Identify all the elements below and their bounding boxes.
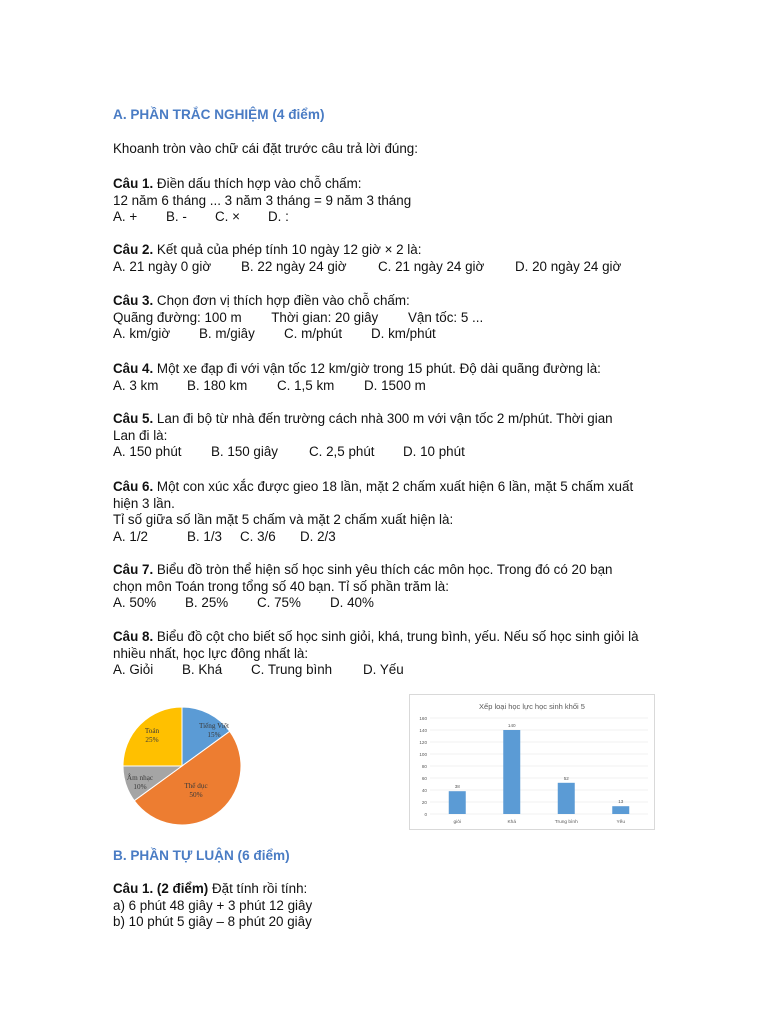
grade-bar-chart xyxy=(409,694,655,830)
answer-option[interactable]: C. 1,5 km xyxy=(277,377,335,393)
y-tick-label: 40 xyxy=(421,788,427,793)
y-tick-label: 100 xyxy=(419,752,427,757)
section-a-title: A. PHẦN TRẮC NGHIỆM (4 điểm) xyxy=(113,107,325,122)
y-tick-label: 20 xyxy=(421,800,427,805)
answer-option[interactable]: D. 40% xyxy=(330,595,374,611)
answer-option[interactable]: D. 1500 m xyxy=(364,377,426,393)
question-text: chọn môn Toán trong tổng số 40 bạn. Tỉ số phần trăm là: xyxy=(113,578,449,594)
question-text: Kết quả của phép tính 10 ngày 12 giờ × 2 là: xyxy=(156,242,422,257)
y-tick-label: 60 xyxy=(421,776,427,781)
question-text: Tỉ số giữa số lần mặt 5 chấm và mặt 2 chấm xuất hiện là: xyxy=(113,512,454,528)
y-tick-label: 80 xyxy=(421,764,427,769)
question-text: Một con xúc xắc được gieo 18 lần, mặt 2 chấm xuất hiện 6 lần, mặt 5 chấm xuất xyxy=(156,479,634,494)
y-tick-label: 0 xyxy=(424,812,427,817)
answer-option[interactable]: A. 150 phút xyxy=(113,444,182,460)
question-text: Biểu đồ tròn thể hiện số học sinh yêu thích các môn học. Trong đó có 20 bạn xyxy=(156,562,613,577)
answer-option[interactable]: C. m/phút xyxy=(284,326,343,342)
bar-Yếu xyxy=(612,806,629,814)
y-tick-label: 140 xyxy=(419,728,427,733)
essay-item-a: a) 6 phút 48 giây + 3 phút 12 giây xyxy=(113,897,313,913)
question-text: hiện 3 lần. xyxy=(113,495,175,511)
answer-option[interactable]: A. + xyxy=(113,209,138,225)
answer-option[interactable]: C. 21 ngày 24 giờ xyxy=(378,258,485,274)
question-text: Quãng đường: 100 m Thời gian: 20 giây Vận tốc: 5 ... xyxy=(113,309,484,325)
answer-option[interactable]: B. 1/3 xyxy=(187,529,222,545)
pie-value-label: 25% xyxy=(145,736,159,744)
instruction: Khoanh tròn vào chữ cái đặt trước câu trả lời đúng: xyxy=(113,141,418,156)
pie-value-label: 50% xyxy=(189,791,203,799)
essay-label: Câu 1. (2 điểm) xyxy=(113,881,209,896)
pie-label: Thể dục xyxy=(184,782,208,790)
question-7 xyxy=(113,562,673,612)
essay-prompt: Đặt tính rồi tính: xyxy=(211,881,308,896)
bar-giỏi xyxy=(449,791,466,814)
pie-value-label: 15% xyxy=(207,731,221,739)
answer-option[interactable]: B. 22 ngày 24 giờ xyxy=(241,258,347,274)
answer-option[interactable]: B. m/giây xyxy=(199,326,255,342)
question-text: Điền dấu thích hợp vào chỗ chấm: xyxy=(156,176,362,191)
y-tick-label: 160 xyxy=(419,716,427,721)
x-tick-label: giỏi xyxy=(453,820,461,825)
answer-option[interactable]: B. 150 giây xyxy=(211,444,278,460)
question-label: Câu 2. xyxy=(113,242,154,257)
essay-question xyxy=(113,881,673,931)
bar-value-label: 38 xyxy=(454,784,460,790)
answer-option[interactable]: C. × xyxy=(215,209,240,225)
question-label: Câu 6. xyxy=(113,479,154,494)
answer-option[interactable]: A. 50% xyxy=(113,595,157,611)
answer-option[interactable]: D. 2/3 xyxy=(300,529,336,545)
answer-option[interactable]: C. 75% xyxy=(257,595,301,611)
question-2 xyxy=(113,242,673,276)
answer-option[interactable]: B. 25% xyxy=(185,595,229,611)
answer-option[interactable]: C. Trung bình xyxy=(251,662,333,678)
question-label: Câu 3. xyxy=(113,293,154,308)
question-3 xyxy=(113,293,673,343)
question-text: 12 năm 6 tháng ... 3 năm 3 tháng = 9 năm 3 tháng xyxy=(113,192,412,208)
answer-option[interactable]: C. 2,5 phút xyxy=(309,444,375,460)
answer-option[interactable]: A. km/giờ xyxy=(113,326,171,342)
answer-option[interactable]: C. 3/6 xyxy=(240,529,276,545)
answer-option[interactable]: A. 1/2 xyxy=(113,529,148,545)
subject-pie-chart xyxy=(118,698,248,833)
question-text: Biểu đồ cột cho biết số học sinh giỏi, khá, trung bình, yếu. Nếu số học sinh giỏi là xyxy=(156,629,639,644)
answer-option[interactable]: D. Yếu xyxy=(363,662,404,678)
question-text: Một xe đạp đi với vận tốc 12 km/giờ trong 15 phút. Độ dài quãng đường là: xyxy=(156,361,601,376)
question-text: Chọn đơn vị thích hợp điền vào chỗ chấm: xyxy=(156,293,410,308)
answer-option[interactable]: A. 21 ngày 0 giờ xyxy=(113,258,212,274)
question-label: Câu 8. xyxy=(113,629,154,644)
bar-value-label: 13 xyxy=(618,799,624,805)
answer-option[interactable]: D. km/phút xyxy=(371,326,436,342)
question-text: Lan đi bộ từ nhà đến trường cách nhà 300 m với vận tốc 2 m/phút. Thời gian xyxy=(156,411,613,426)
question-label: Câu 1. xyxy=(113,176,154,191)
pie-label: Âm nhạc xyxy=(126,774,154,782)
x-tick-label: Trung bình xyxy=(554,820,578,825)
question-5 xyxy=(113,411,673,461)
answer-option[interactable]: A. 3 km xyxy=(113,377,159,393)
question-text: Lan đi là: xyxy=(113,427,168,443)
answer-option[interactable]: B. 180 km xyxy=(187,377,248,393)
bar-value-label: 52 xyxy=(563,775,569,781)
bar-value-label: 140 xyxy=(507,723,516,728)
pie-value-label: 10% xyxy=(133,783,147,791)
question-6 xyxy=(113,479,673,546)
essay-item-b: b) 10 phút 5 giây – 8 phút 20 giây xyxy=(113,914,312,930)
section-b-title: B. PHẦN TỰ LUẬN (6 điểm) xyxy=(113,848,290,863)
y-tick-label: 120 xyxy=(419,740,427,745)
answer-option[interactable]: D. 20 ngày 24 giờ xyxy=(515,258,622,274)
x-tick-label: Yếu xyxy=(616,820,626,825)
question-text: nhiều nhất, học lực đông nhất là: xyxy=(113,645,309,661)
question-label: Câu 5. xyxy=(113,411,154,426)
answer-option[interactable]: D. 10 phút xyxy=(403,444,465,460)
question-8 xyxy=(113,629,673,679)
question-label: Câu 7. xyxy=(113,562,154,577)
answer-option[interactable]: B. Khá xyxy=(182,662,223,678)
pie-label: Toán xyxy=(144,727,160,735)
bar-Trung bình xyxy=(558,783,575,814)
answer-option[interactable]: A. Giỏi xyxy=(113,662,154,678)
x-tick-label: Khá xyxy=(507,820,517,825)
bar-chart-title: Xếp loại học lực học sinh khối 5 xyxy=(479,702,585,711)
question-1 xyxy=(113,176,673,226)
answer-option[interactable]: B. - xyxy=(166,209,187,225)
question-label: Câu 4. xyxy=(113,361,154,376)
question-4 xyxy=(113,361,673,395)
pie-label: Tiếng Việt xyxy=(198,722,230,730)
answer-option[interactable]: D. : xyxy=(268,209,289,225)
bar-Khá xyxy=(503,730,520,814)
